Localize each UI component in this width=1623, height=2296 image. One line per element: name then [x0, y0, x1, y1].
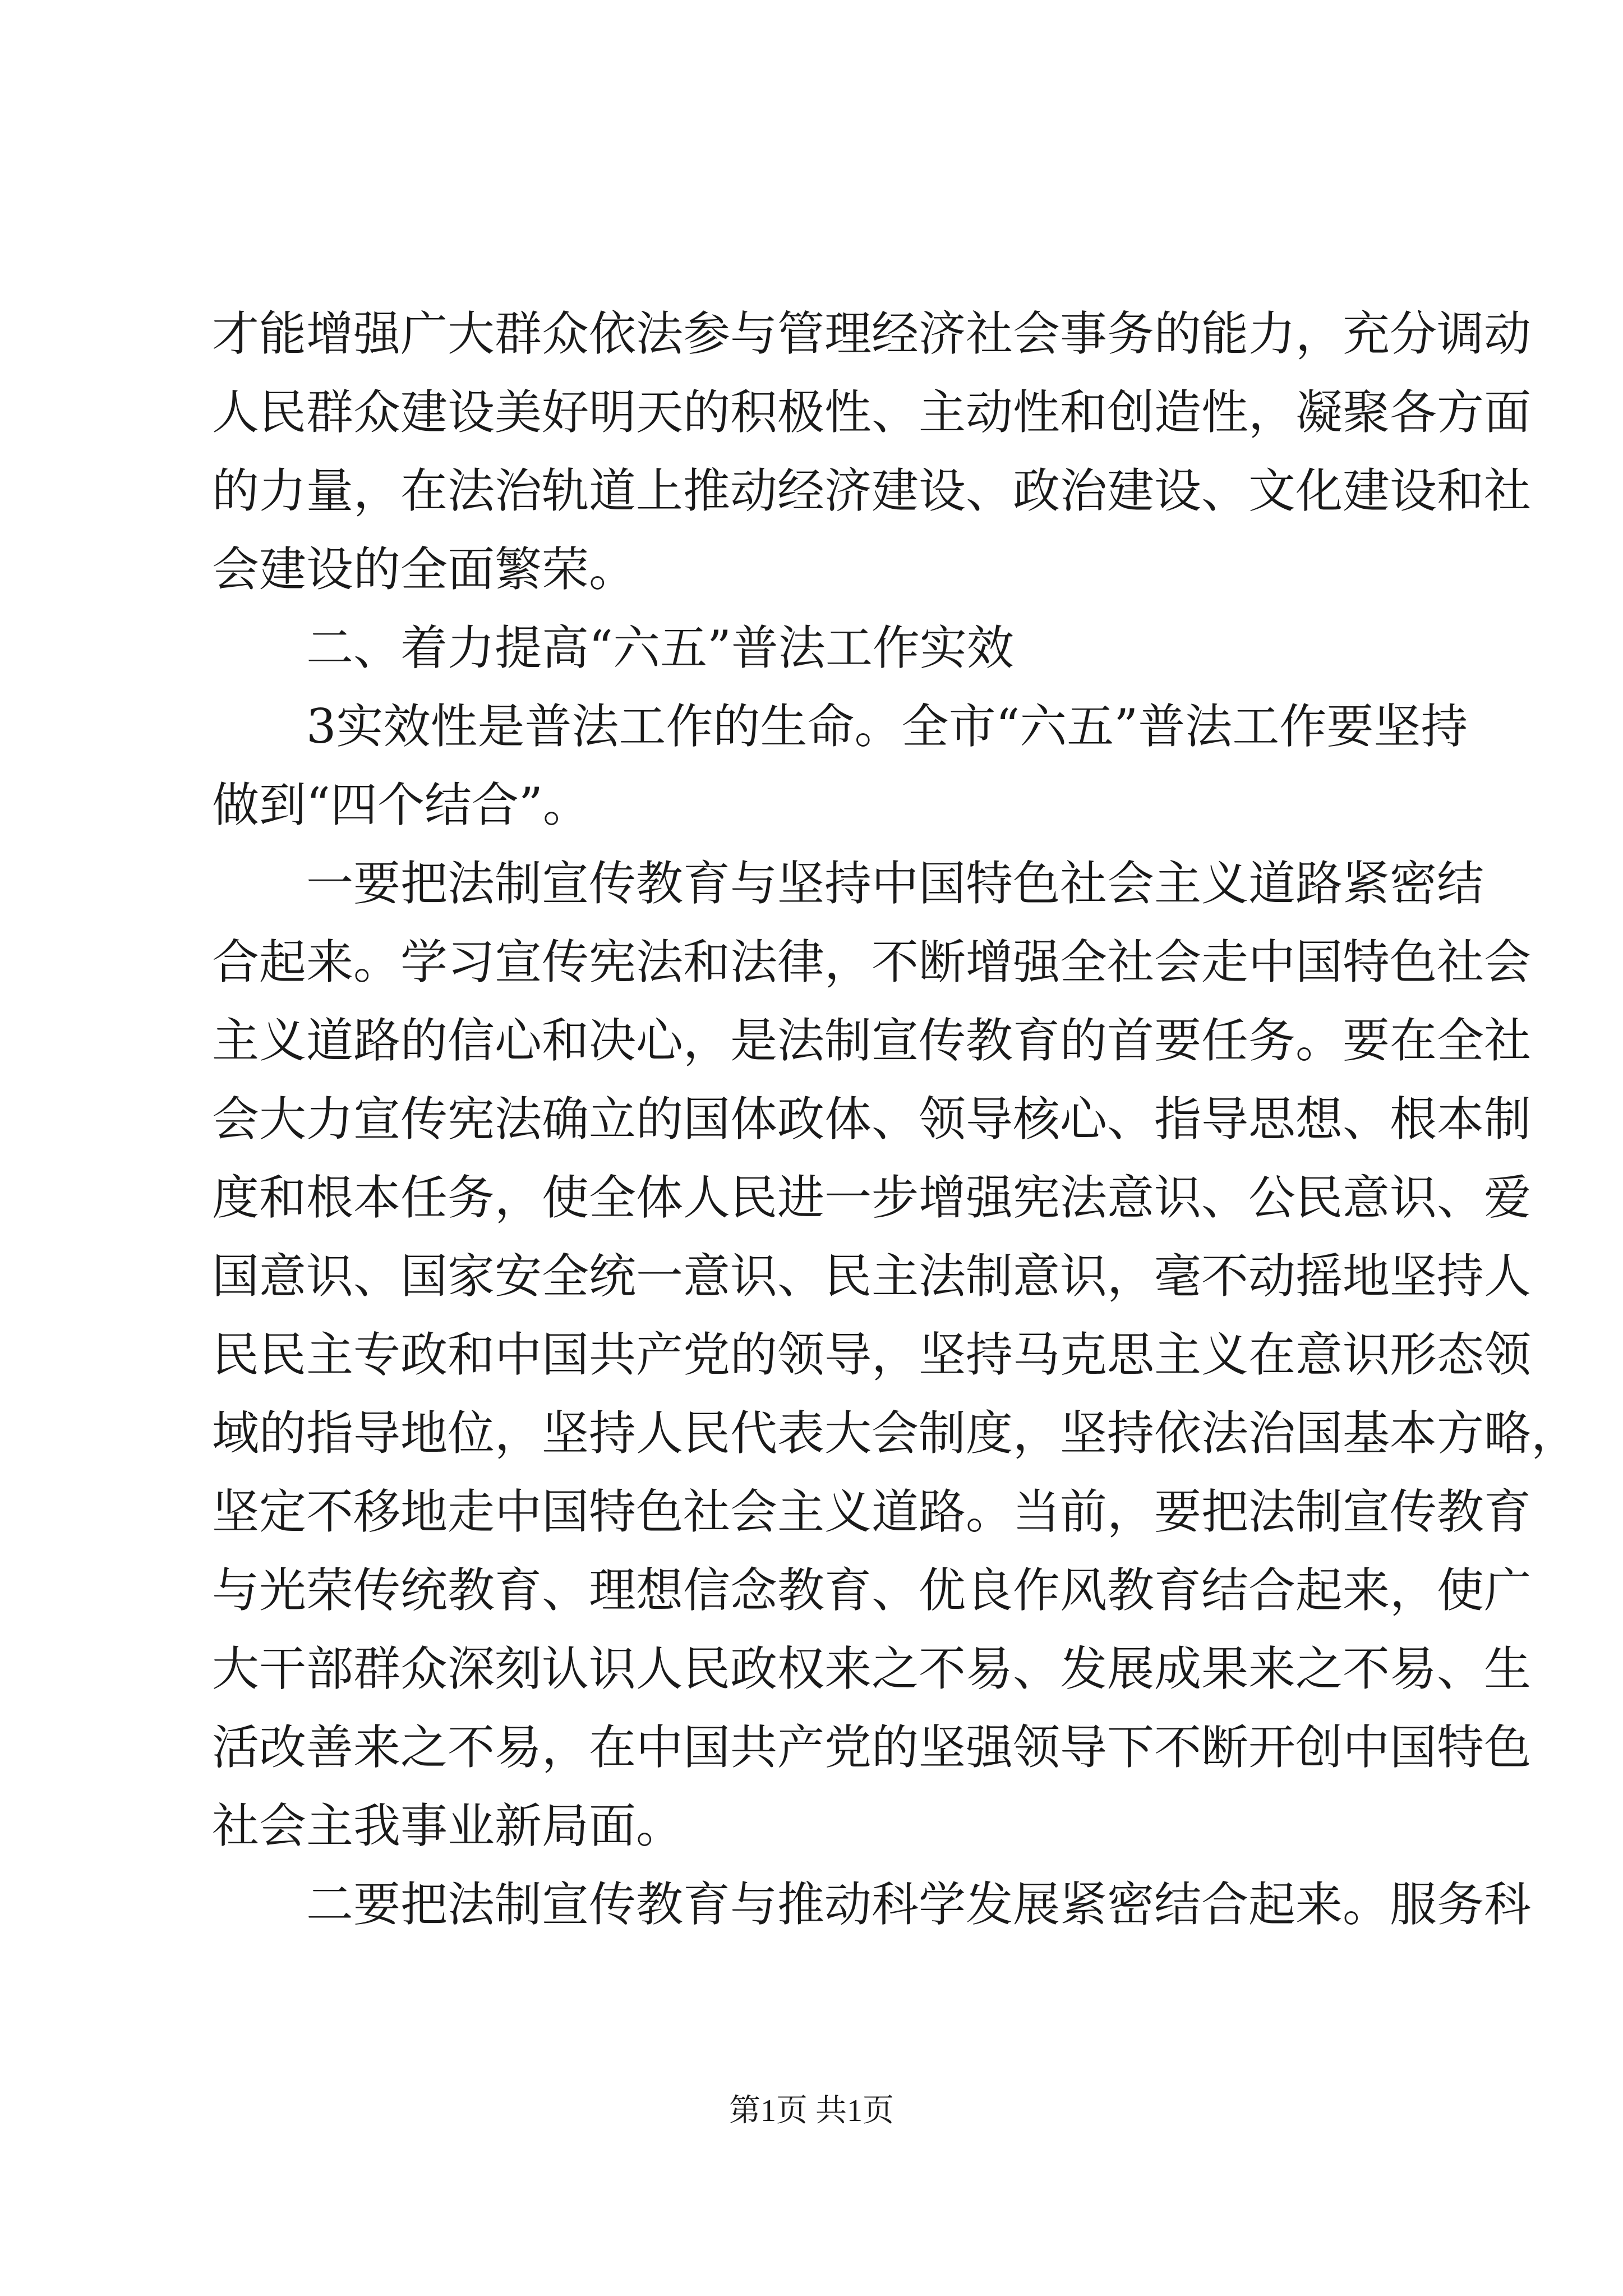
- page-number-footer: 第1页 共1页: [729, 2093, 894, 2128]
- text-line: 合起来。学习宣传宪法和法律，不断增强全社会走中国特色社会: [212, 935, 1532, 990]
- text-line: 社会主我事业新局面。: [212, 1798, 684, 1853]
- text-line: 国意识、国家安全统一意识、民主法制意识，毫不动摇地坚持人: [212, 1249, 1532, 1304]
- text-line: 会建设的全面繁荣。: [212, 542, 637, 597]
- text-line: 与光荣传统教育、理想信念教育、优良作风教育结合起来，使广: [212, 1563, 1532, 1618]
- text-line: 大干部群众深刻认识人民政权来之不易、发展成果来之不易、生: [212, 1641, 1532, 1696]
- text-line: 一要把法制宣传教育与坚持中国特色社会主义道路紧密结: [306, 856, 1484, 911]
- text-line: 度和根本任务，使全体人民进一步增强宪法意识、公民意识、爱: [212, 1170, 1532, 1225]
- text-line: 主义道路的信心和决心，是法制宣传教育的首要任务。要在全社: [212, 1013, 1532, 1068]
- text-line: 的力量，在法治轨道上推动经济建设、政治建设、文化建设和社: [212, 463, 1532, 518]
- text-line: 二要把法制宣传教育与推动科学发展紧密结合起来。服务科: [306, 1877, 1532, 1932]
- document-body: [212, 295, 1579, 1944]
- text-line: 才能增强广大群众依法参与管理经济社会事务的能力，充分调动: [212, 306, 1532, 361]
- section-heading: 二、着力提高“六五”普法工作实效: [306, 620, 1014, 675]
- text-line: 域的指导地位，坚持人民代表大会制度，坚持依法治国基本方略，: [212, 1406, 1579, 1461]
- text-line: 活改善来之不易，在中国共产党的坚强领导下不断开创中国特色: [212, 1720, 1532, 1775]
- text-line: 民民主专政和中国共产党的领导，坚持马克思主义在意识形态领: [212, 1327, 1532, 1382]
- text-line: 做到“四个结合”。: [212, 777, 590, 832]
- text-line: 3实效性是普法工作的生命。全市“六五”普法工作要坚持: [306, 699, 1468, 754]
- text-line: 会大力宣传宪法确立的国体政体、领导核心、指导思想、根本制: [212, 1092, 1532, 1147]
- text-line: 人民群众建设美好明天的积极性、主动性和创造性，凝聚各方面: [212, 385, 1532, 440]
- text-line: 坚定不移地走中国特色社会主义道路。当前，要把法制宣传教育: [212, 1484, 1532, 1539]
